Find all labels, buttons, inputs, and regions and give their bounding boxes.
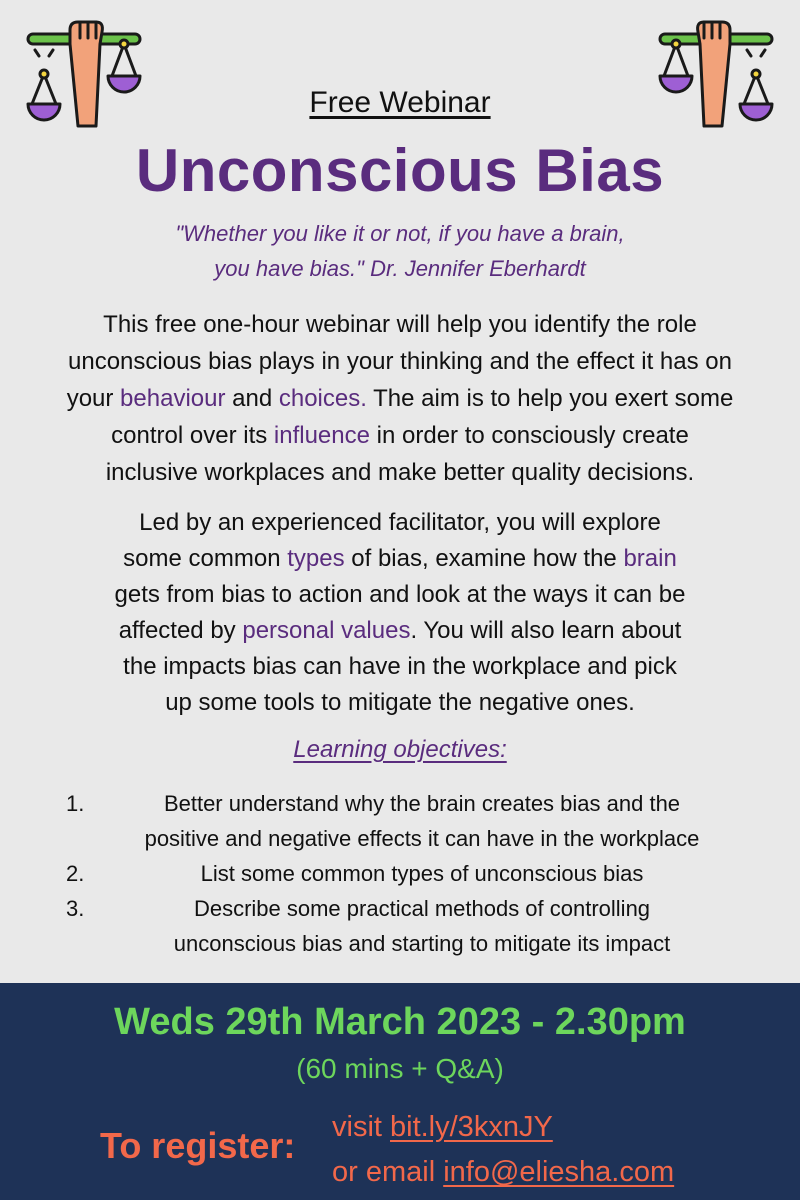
visit-line: visit bit.ly/3kxnJY <box>332 1111 553 1143</box>
list-text: unconscious bias and starting to mitigate its impact <box>173 931 671 956</box>
list-item <box>0 891 800 961</box>
list-number: 3. <box>66 896 85 921</box>
intro-line: control over its influence in order to consciously create <box>111 422 689 449</box>
register-email-link[interactable]: info@eliesha.com <box>443 1156 675 1188</box>
details-line: some common types of bias, examine how the brain <box>123 545 677 572</box>
quote-line: "Whether you like it or not, if you have a brain, <box>175 221 625 246</box>
details-line: gets from bias to action and look at the ways it can be <box>114 581 686 608</box>
details-line: the impacts bias can have in the workplace and pick <box>123 653 677 680</box>
highlight-behaviour: behaviour <box>120 385 226 412</box>
objectives-heading: Learning objectives: <box>293 736 507 763</box>
highlight-types: types <box>287 545 345 572</box>
list-text: Better understand why the brain creates bias and the <box>163 791 681 816</box>
list-item <box>0 786 800 856</box>
register-links <box>332 1105 674 1195</box>
intro-paragraph <box>20 306 780 491</box>
list-item <box>0 856 800 891</box>
intro-line: your behaviour and choices. The aim is to help you exert some <box>66 385 734 412</box>
details-paragraph <box>70 505 730 721</box>
highlight-personal-values: personal values <box>242 617 411 644</box>
event-duration: (60 mins + Q&A) <box>296 1053 504 1084</box>
intro-line: This free one-hour webinar will help you identify the role <box>103 311 697 338</box>
quote-line: you have bias." Dr. Jennifer Eberhardt <box>214 256 586 281</box>
list-text: positive and negative effects it can have in the workplace <box>144 826 700 851</box>
objectives-list <box>0 786 800 961</box>
details-line: Led by an experienced facilitator, you will explore <box>139 509 661 536</box>
details-line: up some tools to mitigate the negative ones. <box>165 689 635 716</box>
highlight-influence: influence <box>273 422 370 449</box>
register-url-link[interactable]: bit.ly/3kxnJY <box>390 1111 553 1143</box>
details-line: affected by personal values. You will also learn about <box>118 617 682 644</box>
list-text: List some common types of unconscious bias <box>200 861 644 886</box>
list-number: 1. <box>66 791 85 816</box>
page-title: Unconscious Bias <box>135 137 665 204</box>
register-label: To register: <box>100 1125 296 1166</box>
list-number: 2. <box>66 861 85 886</box>
highlight-brain: brain <box>623 545 677 572</box>
email-line: or email info@eliesha.com <box>332 1156 675 1188</box>
quote <box>100 216 700 286</box>
intro-line: unconscious bias plays in your thinking and the effect it has on <box>68 348 732 375</box>
event-footer <box>0 983 800 1200</box>
webinar-kicker: Free Webinar <box>309 86 491 119</box>
intro-line: inclusive workplaces and make better quality decisions. <box>105 459 695 486</box>
event-date: Weds 29th March 2023 - 2.30pm <box>114 1001 686 1043</box>
highlight-choices: choices. <box>278 385 367 412</box>
list-text: Describe some practical methods of controlling <box>193 896 651 921</box>
